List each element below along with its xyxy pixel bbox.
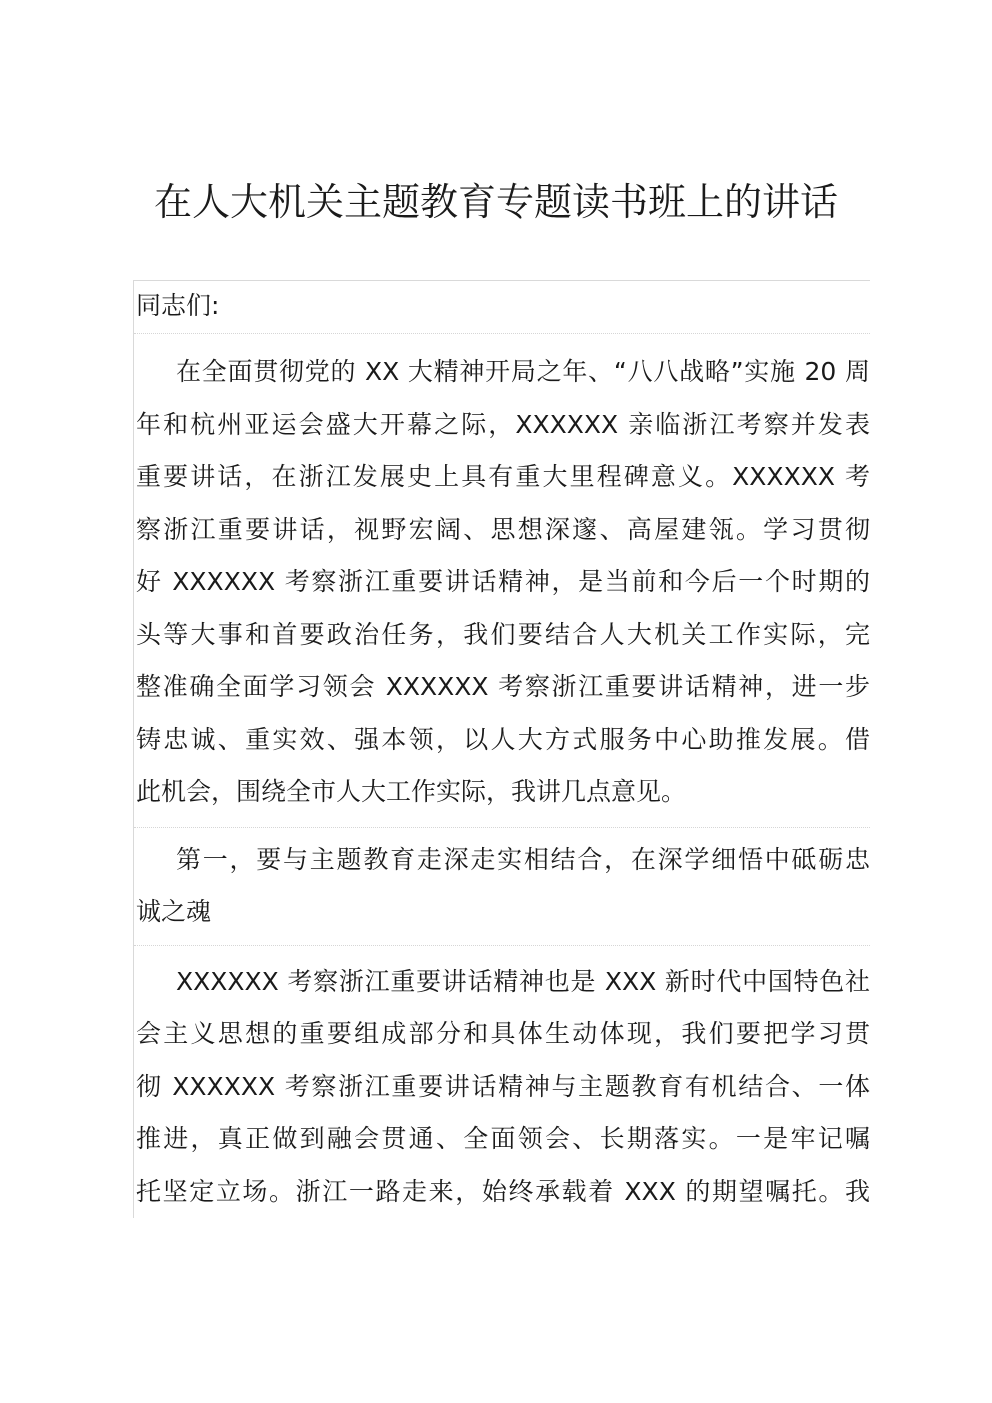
paragraph-line: 彻 XXXXXX 考察浙江重要讲话精神与主题教育有机结合、一体 <box>136 1071 870 1101</box>
paragraph-line: 会主义思想的重要组成部分和具体生动体现，我们要把学习贯 <box>136 1019 870 1048</box>
heading-line: 第一，要与主题教育走深走实相结合，在深学细悟中砥砺忠 <box>176 844 870 874</box>
document-body <box>133 280 870 1218</box>
paragraph-line: 察浙江重要讲话，视野宏阔、思想深邃、高屋建瓴。学习贯彻 <box>136 514 870 544</box>
paragraph-line: 推进，真正做到融会贯通、全面领会、长期落实。一是牢记嘱 <box>136 1124 870 1153</box>
heading-line: 诚之魂 <box>136 897 212 926</box>
paragraph-line: 年和杭州亚运会盛大开幕之际，XXXXXX 亲临浙江考察并发表 <box>136 409 870 439</box>
paragraph-line: 此机会，围绕全市人大工作实际，我讲几点意见。 <box>136 777 687 806</box>
greeting-text: 同志们: <box>136 291 220 320</box>
paragraph-line: 在全面贯彻党的 XX 大精神开局之年、“八八战略”实施 20 周 <box>176 357 870 386</box>
paragraph-intro <box>134 334 870 828</box>
paragraph-line: 头等大事和首要政治任务，我们要结合人大机关工作实际，完 <box>136 619 870 649</box>
section-heading-first <box>134 828 870 946</box>
document-title: 在人大机关主题教育专题读书班上的讲话 <box>153 180 838 224</box>
paragraph-line: 整准确全面学习领会 XXXXXX 考察浙江重要讲话精神，进一步 <box>136 672 870 701</box>
paragraph-line: 重要讲话，在浙江发展史上具有重大里程碑意义。XXXXXX 考 <box>136 462 870 491</box>
greeting <box>134 281 870 334</box>
paragraph-line: XXXXXX 考察浙江重要讲话精神也是 XXX 新时代中国特色社 <box>176 966 870 996</box>
paragraph-line: 铸忠诚、重实效、强本领，以人大方式服务中心助推发展。借 <box>136 724 870 754</box>
paragraph-body <box>134 946 870 1219</box>
paragraph-line: 好 XXXXXX 考察浙江重要讲话精神，是当前和今后一个时期的 <box>136 567 870 596</box>
paragraph-line: 托坚定立场。浙江一路走来，始终承载着 XXX 的期望嘱托。我 <box>136 1176 870 1206</box>
